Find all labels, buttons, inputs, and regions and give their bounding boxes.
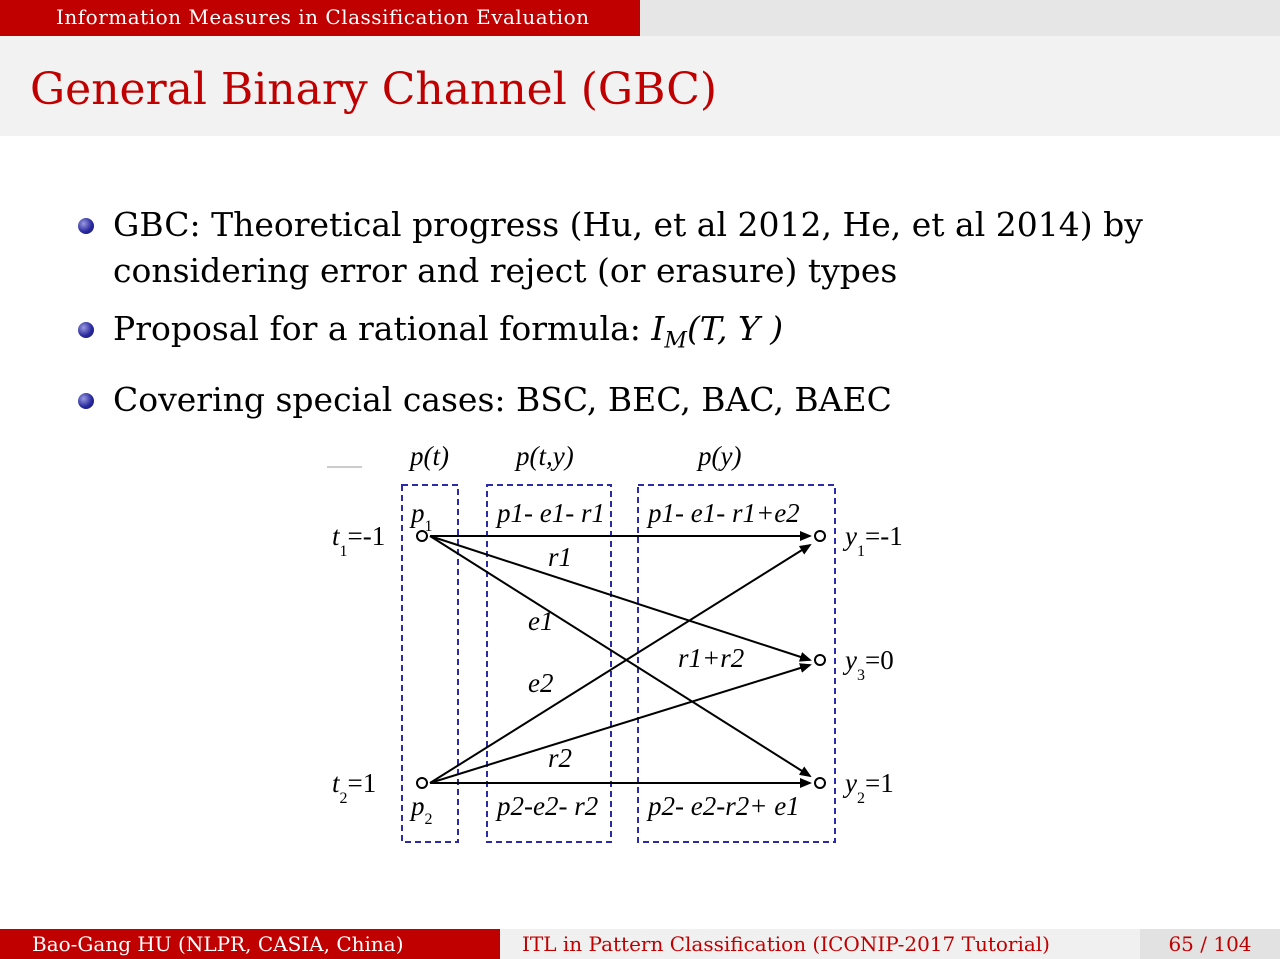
input-label-t2: $t_2=1$ [332,768,377,807]
header-pt: p(t) [410,441,449,471]
formula-args: (T, Y ) [686,309,784,348]
edge-label-e2: e2 [528,668,554,698]
bullet-text: Proposal for a rational formula: [113,309,652,348]
formula-subscript: M [664,328,687,354]
joint-label-bottom: p2-e2- r2 [497,791,599,821]
footer-page-number: 65 / 104 [1140,929,1280,959]
footer-author: Bao-Gang HU (NLPR, CASIA, China) [0,929,500,959]
node-y3 [815,655,825,665]
edge-label-r2: r2 [548,743,573,773]
output-label-y3: $y_3=0$ [845,645,894,684]
footer-talk-title: ITL in Pattern Classification (ICONIP-2017 Tutorial) [500,929,1140,959]
pt-label-p2: $p_2$ [411,791,433,828]
joint-group-box [487,485,611,842]
output-label-y1: $y_1=-1$ [845,521,903,560]
edge-label-r1: r1 [548,542,573,572]
header-ptY: p(t,y) [516,441,574,471]
input-label-t1: $t_1=-1$ [332,521,386,560]
node-t2 [417,778,427,788]
bullet-text: GBC: Theoretical progress (Hu, et al 2012, He, et al 2014) by considering error and reject (or erasure) types [113,205,1143,290]
header-py: p(y) [698,441,742,471]
bullet-text: Covering special cases: BSC, BEC, BAC, BAEC [113,379,892,419]
output-label-y2: $y_2=1$ [845,768,894,807]
py-label-bottom: p2- e2-r2+ e1 [648,791,800,821]
page-title: General Binary Channel (GBC) [30,64,718,115]
node-y1 [815,531,825,541]
section-title: Information Measures in Classification Evaluation [0,0,640,36]
formula-symbol: I [651,309,665,348]
pt-label-p1: $p_1$ [411,498,433,535]
joint-label-top: p1- e1- r1 [497,498,605,528]
edge-label-e1: e1 [528,606,554,636]
py-label-mid: r1+r2 [678,643,745,673]
node-y2 [815,778,825,788]
pt-group-box [402,485,458,842]
py-label-top: p1- e1- r1+e2 [648,498,800,528]
